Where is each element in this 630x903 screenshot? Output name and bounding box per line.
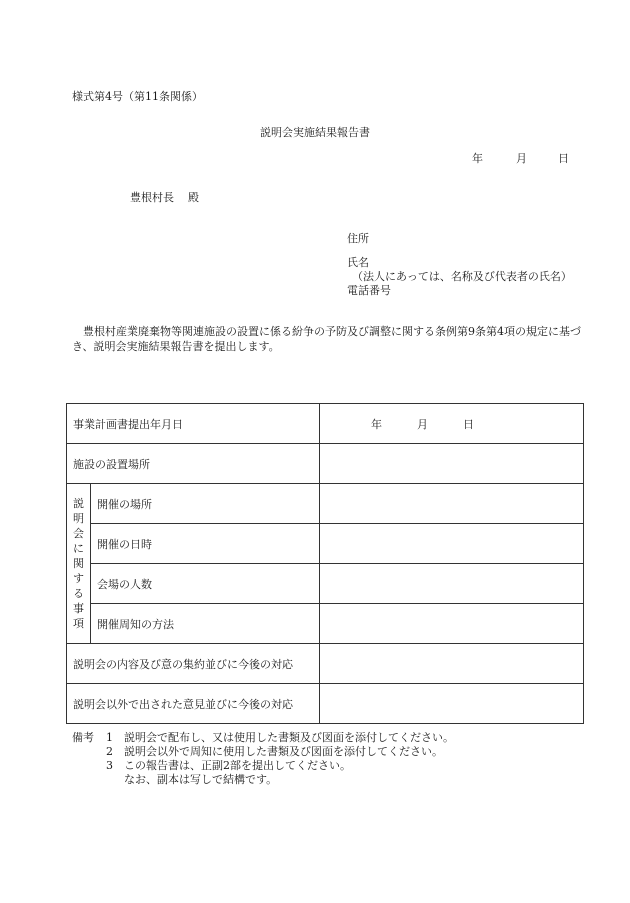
report-date bbox=[472, 152, 569, 166]
remarks bbox=[72, 731, 454, 787]
venue-label: 開催の場所 bbox=[91, 484, 320, 524]
plan-date-year: 年 bbox=[371, 417, 382, 431]
table-row bbox=[67, 644, 584, 684]
other-opinions-field[interactable] bbox=[320, 684, 584, 724]
date-day: 日 bbox=[558, 152, 569, 165]
group-char: 会 bbox=[73, 527, 84, 540]
attendees-label: 会場の人数 bbox=[91, 564, 320, 604]
table-row bbox=[67, 484, 584, 524]
group-char: す bbox=[73, 572, 84, 585]
plan-date-day: 日 bbox=[463, 417, 474, 431]
note-text: なお、副本は写しで結構です。 bbox=[124, 773, 278, 786]
note-text: 説明会で配布し、又は使用した書類及び図面を添付してください。 bbox=[124, 731, 454, 744]
table-row bbox=[67, 444, 584, 484]
applicant-name-label: 氏名 bbox=[347, 256, 369, 269]
list-item bbox=[72, 731, 454, 745]
addressee-honorific: 殿 bbox=[188, 191, 199, 204]
applicant-phone-label: 電話番号 bbox=[347, 284, 391, 297]
group-char: 事 bbox=[73, 602, 84, 615]
other-opinions-label: 説明会以外で出された意見並びに今後の対応 bbox=[67, 684, 320, 724]
table-row bbox=[67, 604, 584, 644]
table-row bbox=[67, 564, 584, 604]
datetime-field[interactable] bbox=[320, 524, 584, 564]
note-text: この報告書は、正副2部を提出してください。 bbox=[124, 759, 351, 772]
notice-method-label: 開催周知の方法 bbox=[91, 604, 320, 644]
list-item bbox=[72, 773, 454, 787]
report-table bbox=[66, 403, 584, 724]
table-row bbox=[67, 404, 584, 444]
remarks-heading: 備考 bbox=[72, 731, 94, 744]
applicant-name-note: （法人にあっては、名称及び代表者の氏名） bbox=[352, 270, 572, 283]
group-char: 説 bbox=[73, 497, 84, 510]
plan-date-label: 事業計画書提出年月日 bbox=[67, 404, 320, 444]
content-field[interactable] bbox=[320, 644, 584, 684]
date-year: 年 bbox=[472, 152, 483, 165]
applicant-address-label: 住所 bbox=[347, 232, 369, 245]
addressee-name: 豊根村長 bbox=[130, 191, 174, 204]
form-number: 様式第4号（第11条関係） bbox=[72, 90, 203, 103]
site-field[interactable] bbox=[320, 444, 584, 484]
datetime-label: 開催の日時 bbox=[91, 524, 320, 564]
table-row bbox=[67, 524, 584, 564]
note-number: 2 bbox=[106, 745, 113, 758]
addressee bbox=[130, 191, 199, 205]
note-number bbox=[106, 773, 124, 787]
note-text: 説明会以外で周知に使用した書類及び図面を添付してください。 bbox=[124, 745, 443, 758]
group-char: る bbox=[73, 587, 84, 600]
table-row bbox=[67, 684, 584, 724]
venue-field[interactable] bbox=[320, 484, 584, 524]
attendees-field[interactable] bbox=[320, 564, 584, 604]
site-label: 施設の設置場所 bbox=[67, 444, 320, 484]
plan-date-field[interactable] bbox=[320, 404, 584, 444]
group-char: 関 bbox=[73, 557, 84, 570]
group-char: 明 bbox=[73, 512, 84, 525]
note-number: 1 bbox=[106, 731, 113, 744]
list-item bbox=[72, 745, 454, 759]
notice-method-field[interactable] bbox=[320, 604, 584, 644]
note-number: 3 bbox=[106, 759, 113, 772]
date-month: 月 bbox=[516, 152, 527, 165]
plan-date-month: 月 bbox=[417, 417, 428, 431]
group-char: に bbox=[73, 542, 84, 555]
group-char: 項 bbox=[73, 617, 84, 630]
list-item bbox=[72, 759, 454, 773]
document-title: 説明会実施結果報告書 bbox=[260, 126, 370, 139]
content-label: 説明会の内容及び意の集約並びに今後の対応 bbox=[67, 644, 320, 684]
meeting-group-label bbox=[67, 484, 91, 644]
body-text: 豊根村産業廃棄物等関連施設の設置に係る紛争の予防及び調整に関する条例第9条第4項の規定に基づき、説明会実施結果報告書を提出します。 bbox=[72, 325, 581, 353]
